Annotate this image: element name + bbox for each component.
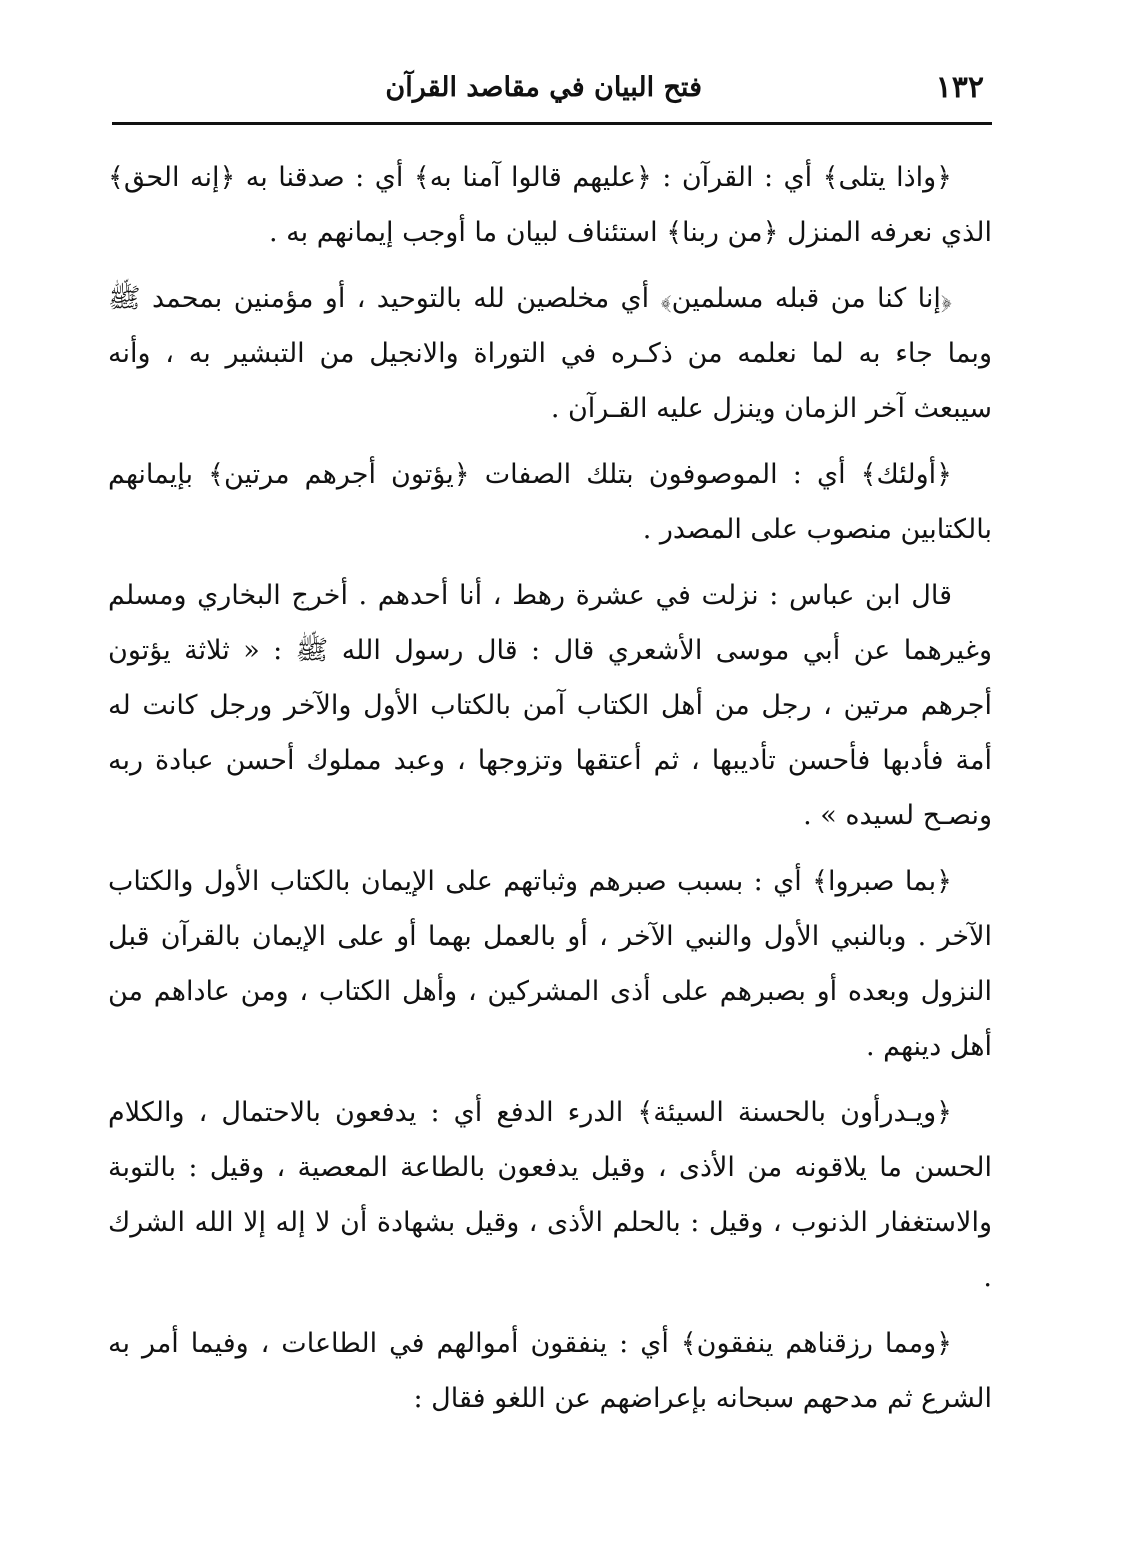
page-number: ١٣٢ [935, 70, 984, 105]
page-header [112, 62, 992, 118]
paragraph-7: ﴿ومما رزقناهم ينفقون﴾ أي : ينفقون أموالهم في الطاعات ، وفيما أمر به الشرع ثم مدحهم سبحانه بإعراضهم عن اللغو فقال : [108, 1328, 992, 1414]
paragraph-5: ﴿بما صبروا﴾ أي : بسبب صبرهم وثباتهم على الإيمان بالكتاب الأول والكتاب الآخر . وبالنبي الأول والنبي الآخر ، أو بالعمل بهما أو على الإيمان بالقرآن قبل النزول وبعده أو بصبرهم على أذى المشركين ، وأهل الكتاب ، ومن عاداهم من أهل دينهم . [108, 866, 992, 1062]
paragraph-3: ﴿أولئك﴾ أي : الموصوفون بتلك الصفات ﴿يؤتون أجرهم مرتين﴾ بإيمانهم بالكتابين منصوب على المصدر . [108, 459, 992, 545]
paragraph-1: ﴿واذا يتلى﴾ أي : القرآن : ﴿عليهم قالوا آمنا به﴾ أي : صدقنا به ﴿إنه الحق﴾ الذي نعرفه المنزل ﴿من ربنا﴾ استئناف لبيان ما أوجب إيمانهم به . [108, 162, 992, 248]
running-title: فتح البيان في مقاصد القرآن [385, 72, 702, 103]
paragraph-6: ﴿ويـدرأون بالحسنة السيئة﴾ الدرء الدفع أي : يدفعون بالاحتمال ، والكلام الحسن ما يلاقونه من الأذى ، وقيل يدفعون بالطاعة المعصية ، وقيل : بالتوبة والاستغفار الذنوب ، وقيل : بالحلم الأذى ، وقيل بشهادة أن لا إله إلا الله الشرك . [108, 1097, 992, 1293]
body-text [108, 150, 992, 1426]
header-rule [112, 122, 992, 125]
paragraph-2: ﴿إنا كنا من قبله مسلمين﴾ أي مخلصين لله بالتوحيد ، أو مؤمنين بمحمد ﷺ وبما جاء به لما نعلمه من ذكـره في التوراة والانجيل من التبشير به ، وأنه سيبعث آخر الزمان وينزل عليه القـرآن . [108, 283, 992, 424]
paragraph-4: قال ابن عباس : نزلت في عشرة رهط ، أنا أحدهم . أخرج البخاري ومسلم وغيرهما عن أبي موسى الأشعري قال : قال رسول الله ﷺ : « ثلاثة يؤتون أجرهم مرتين ، رجل من أهل الكتاب آمن بالكتاب الأول والآخر ورجل كانت له أمة فأدبها فأحسن تأديبها ، ثم أعتقها وتزوجها ، وعبد مملوك أحسن عبادة ربه ونصـح لسيده » . [108, 580, 992, 831]
